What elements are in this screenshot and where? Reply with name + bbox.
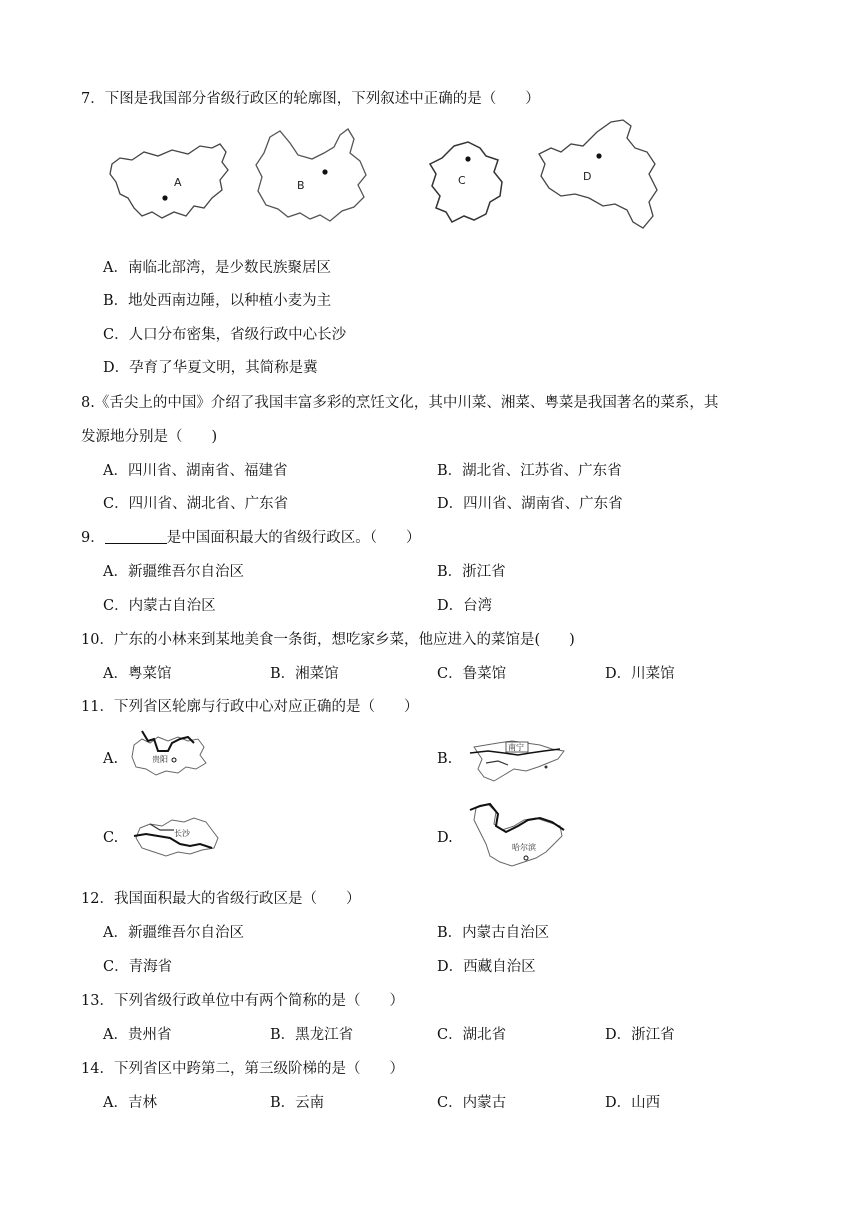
q11-option-a-map[interactable] — [128, 727, 210, 783]
q11-city-changsha: 长沙 — [174, 829, 190, 838]
q12-option-a[interactable]: A．新疆维吾尔自治区 — [103, 925, 244, 941]
q11-option-b-map[interactable] — [468, 737, 568, 789]
q9-option-a[interactable]: A．新疆维吾尔自治区 — [103, 564, 244, 580]
q11-option-c-letter[interactable]: C. — [103, 830, 119, 846]
q7-label-b: B — [297, 179, 305, 192]
q7-option-a[interactable]: A．南临北部湾，是少数民族聚居区 — [103, 260, 331, 276]
q7-label-c: C — [458, 174, 466, 187]
q11-city-nanning: 南宁 — [508, 743, 524, 752]
q14-option-c[interactable]: C．内蒙古 — [437, 1095, 507, 1111]
q8-option-a[interactable]: A．四川省、湖南省、福建省 — [103, 463, 288, 479]
q10-option-c[interactable]: C．鲁菜馆 — [437, 666, 507, 682]
q11-option-d-map[interactable] — [466, 800, 568, 876]
q10-option-d[interactable]: D．川菜馆 — [605, 666, 675, 682]
q9-option-d[interactable]: D．台湾 — [437, 598, 493, 614]
q11-city-guiyang: 贵阳 — [152, 755, 168, 764]
q12-option-b[interactable]: B．内蒙古自治区 — [437, 925, 550, 941]
q8-option-b[interactable]: B．湖北省、江苏省、广东省 — [437, 463, 622, 479]
q11-option-d-letter[interactable]: D. — [437, 830, 453, 846]
question-9-stem — [81, 528, 420, 548]
q13-option-c[interactable]: C．湖北省 — [437, 1027, 507, 1043]
q8-option-d[interactable]: D．四川省、湖南省、广东省 — [437, 496, 623, 512]
q10-option-a[interactable]: A．粤菜馆 — [103, 666, 172, 682]
q11-option-a-letter[interactable]: A. — [103, 751, 119, 767]
q10-option-b[interactable]: B．湘菜馆 — [270, 666, 339, 682]
q14-option-a[interactable]: A．吉林 — [103, 1095, 157, 1111]
q13-option-a[interactable]: A．贵州省 — [103, 1027, 172, 1043]
q7-option-d[interactable]: D．孕育了华夏文明，其简称是冀 — [103, 360, 318, 376]
q12-option-c[interactable]: C．青海省 — [103, 959, 173, 975]
question-13-stem: 13．下列省级行政单位中有两个简称的是（ ） — [81, 993, 404, 1009]
q7-province-outline-b — [254, 125, 374, 229]
q13-option-b[interactable]: B．黑龙江省 — [270, 1027, 354, 1043]
q11-option-c-map[interactable] — [130, 814, 222, 862]
q11-option-b-letter[interactable]: B. — [437, 751, 453, 767]
q7-province-outline-d — [537, 118, 662, 234]
question-8-stem-line2: 发源地分别是（ ) — [81, 429, 218, 445]
q9-stem-text: 是中国面积最大的省级行政区。（ ） — [166, 530, 421, 546]
q8-option-c[interactable]: C．四川省、湖北省、广东省 — [103, 496, 289, 512]
q7-province-outline-a — [108, 136, 233, 230]
q9-answer-blank — [105, 529, 167, 544]
q9-number: 9． — [81, 530, 105, 546]
question-10-stem: 10．广东的小林来到某地美食一条街，想吃家乡菜，他应进入的菜馆是( ) — [81, 632, 575, 648]
q9-option-b[interactable]: B．浙江省 — [437, 564, 506, 580]
q7-option-b[interactable]: B．地处西南边陲，以种植小麦为主 — [103, 293, 332, 309]
q7-province-outline-c — [428, 140, 510, 229]
question-8-stem-line1: 8.《舌尖上的中国》介绍了我国丰富多彩的烹饪文化，其中川菜、湘菜、粤菜是我国著名的菜系，其 — [81, 395, 719, 411]
question-11-stem: 11．下列省区轮廓与行政中心对应正确的是（ ） — [81, 699, 419, 715]
q9-option-c[interactable]: C．内蒙古自治区 — [103, 598, 216, 614]
q7-label-a: A — [174, 176, 182, 189]
q7-option-c[interactable]: C．人口分布密集，省级行政中心长沙 — [103, 327, 347, 343]
q13-option-d[interactable]: D．浙江省 — [605, 1027, 675, 1043]
q12-option-d[interactable]: D．西藏自治区 — [437, 959, 536, 975]
question-7-stem: 7．下图是我国部分省级行政区的轮廓图，下列叙述中正确的是（ ） — [81, 91, 540, 107]
q7-label-d: D — [583, 170, 592, 183]
question-12-stem: 12．我国面积最大的省级行政区是（ ） — [81, 891, 361, 907]
q11-city-harbin: 哈尔滨 — [512, 843, 536, 852]
q14-option-d[interactable]: D．山西 — [605, 1095, 661, 1111]
q14-option-b[interactable]: B．云南 — [270, 1095, 325, 1111]
question-14-stem: 14．下列省区中跨第二，第三级阶梯的是（ ） — [81, 1061, 404, 1077]
